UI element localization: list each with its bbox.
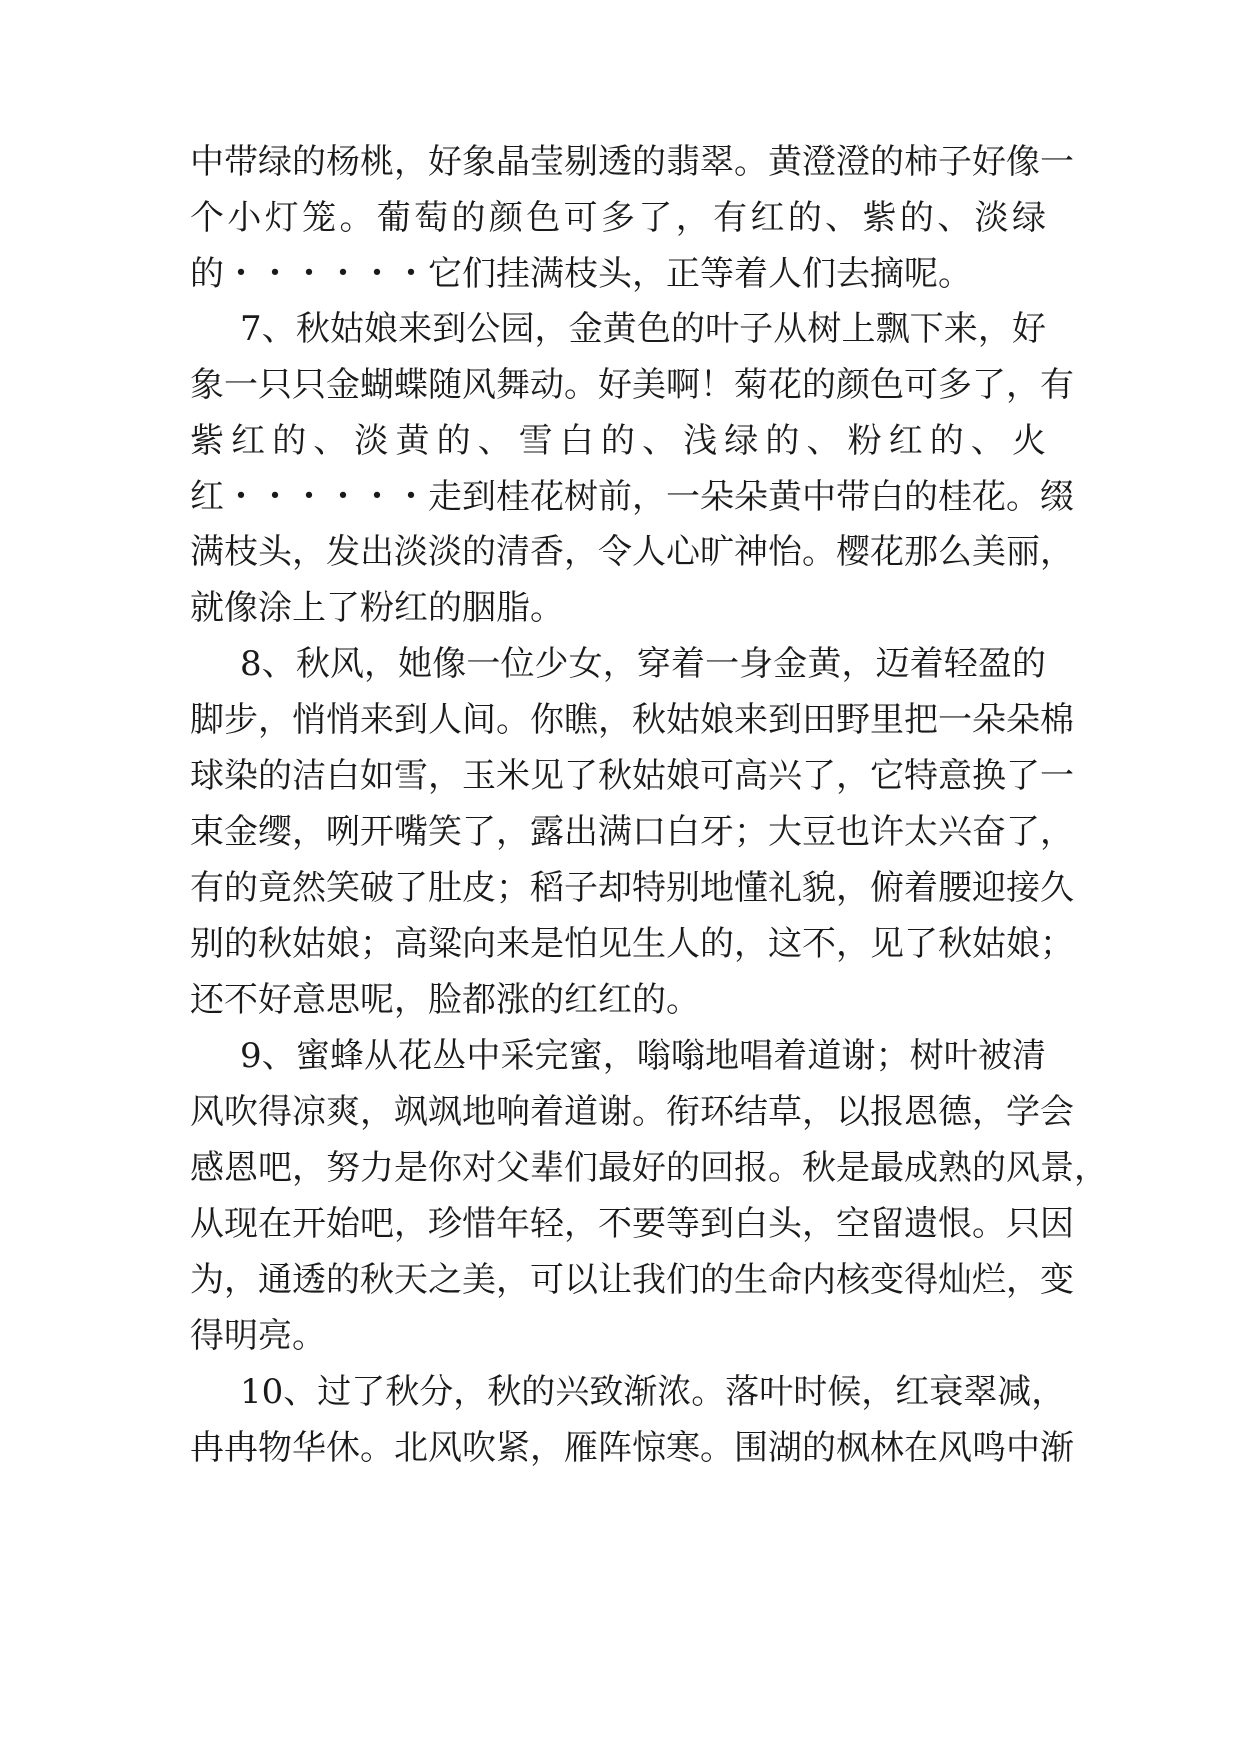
text-line: 得明亮。 [190, 1316, 326, 1356]
text-line: 红・・・・・・走到桂花树前，一朵朵黄中带白的桂花。缀 [190, 477, 1074, 517]
text-line: 感恩吧，努力是你对父辈们最好的回报。秋是最成熟的风景， [190, 1148, 1108, 1188]
text-line: 有的竟然笑破了肚皮；稻子却特别地懂礼貌，俯着腰迎接久 [190, 868, 1074, 908]
text-line: 就像涂上了粉红的胭脂。 [190, 588, 564, 628]
text-line: 个小灯笼。葡萄的颜色可多了，有红的、紫的、淡绿 [190, 198, 1046, 238]
text-line: 象一只只金蝴蝶随风舞动。好美啊！菊花的颜色可多了，有 [190, 365, 1074, 405]
paragraph-start-line: 7、秋姑娘来到公园，金黄色的叶子从树上飘下来，好 [240, 309, 1046, 349]
paragraph-start-line: 10、过了秋分，秋的兴致渐浓。落叶时候，红衰翠减， [240, 1372, 1066, 1412]
text-line: 中带绿的杨桃，好象晶莹剔透的翡翠。黄澄澄的柿子好像一 [190, 142, 1074, 182]
text-line: 满枝头，发出淡淡的清香，令人心旷神怡。樱花那么美丽， [190, 532, 1074, 572]
text-line: 别的秋姑娘；高粱向来是怕见生人的，这不，见了秋姑娘； [190, 924, 1074, 964]
text-line: 的・・・・・・它们挂满枝头，正等着人们去摘呢。 [190, 254, 972, 294]
text-line: 从现在开始吧，珍惜年轻，不要等到白头，空留遗恨。只因 [190, 1204, 1074, 1244]
text-line: 还不好意思呢，脸都涨的红红的。 [190, 980, 700, 1020]
text-line: 束金缨，咧开嘴笑了，露出满口白牙；大豆也许太兴奋了， [190, 812, 1074, 852]
text-line: 球染的洁白如雪，玉米见了秋姑娘可高兴了，它特意换了一 [190, 756, 1074, 796]
paragraph-start-line: 9、蜜蜂从花丛中采完蜜，嗡嗡地唱着道谢；树叶被清 [240, 1036, 1046, 1076]
text-line: 风吹得凉爽，飒飒地响着道谢。衔环结草，以报恩德，学会 [190, 1092, 1074, 1132]
text-line: 为，通透的秋天之美，可以让我们的生命内核变得灿烂，变 [190, 1260, 1074, 1300]
text-line: 脚步，悄悄来到人间。你瞧，秋姑娘来到田野里把一朵朵棉 [190, 700, 1074, 740]
paragraph-start-line: 8、秋风，她像一位少女，穿着一身金黄，迈着轻盈的 [240, 644, 1046, 684]
text-line: 冉冉物华休。北风吹紧，雁阵惊寒。围湖的枫林在风鸣中渐 [190, 1428, 1074, 1468]
text-line: 紫红的、淡黄的、雪白的、浅绿的、粉红的、火 [190, 421, 1046, 461]
